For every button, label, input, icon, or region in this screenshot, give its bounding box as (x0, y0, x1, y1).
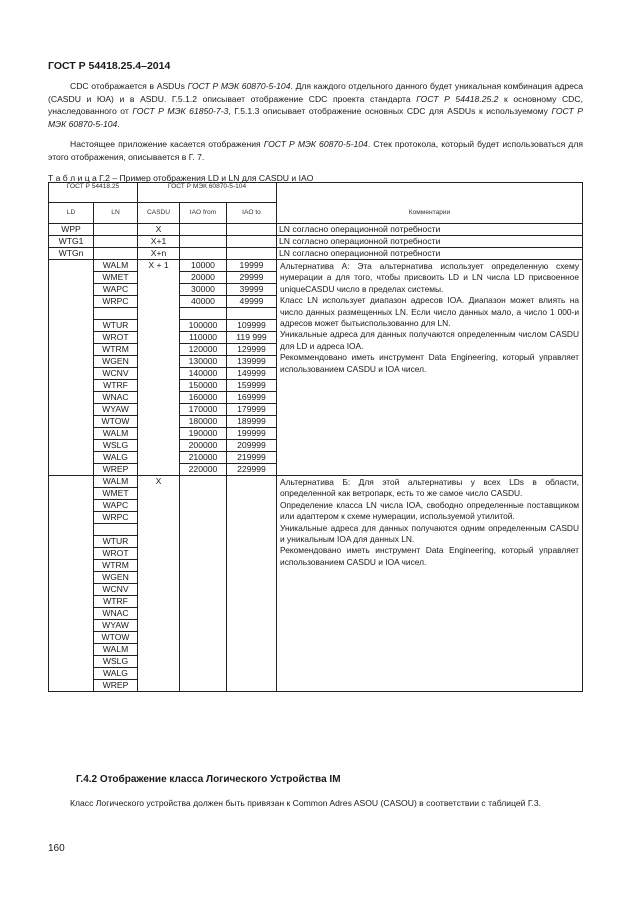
ln-cell: WCNV (94, 584, 138, 596)
ln-cell: WYAW (94, 620, 138, 632)
iao-to-cell: 139999 (227, 356, 277, 368)
iao-from-cell: 140000 (180, 368, 227, 380)
comment-paragraph: Альтернатива Б: Для этой альтернативы у всех LDs в области, определенной как ветропарк, есть то же самое число CASDU. (280, 477, 580, 499)
iao-to-cell: 229999 (227, 464, 277, 476)
comment-paragraph: Уникальные адреса для данных получаются определенным числом CASDU для LD и адреса IOA. (280, 329, 580, 351)
iao-to-cell: 119 999 (227, 332, 277, 344)
col-header-iao-from: IAO from (180, 203, 227, 224)
iao-from-cell: 160000 (180, 392, 227, 404)
iao-from-cell: 10000 (180, 260, 227, 272)
scope-paragraph: Настоящее приложение касается отображения ГОСТ Р МЭК 60870-5-104. Стек протокола, который будет использоваться для этого отображения, описывается в Г. 7. (48, 139, 583, 162)
document-header: ГОСТ Р 54418.25.4–2014 (48, 60, 171, 72)
ln-cell (94, 524, 138, 536)
iao-to-cell: 209999 (227, 440, 277, 452)
iao-to-cell: 109999 (227, 320, 277, 332)
ln-cell: WNAC (94, 392, 138, 404)
ln-cell: WTUR (94, 536, 138, 548)
iao-from-cell: 110000 (180, 332, 227, 344)
casdu-cell: X (138, 476, 180, 692)
group-header-gost-60870: ГОСТ Р МЭК 60870-5-104 (138, 183, 277, 203)
ln-cell (94, 248, 138, 260)
table-row (49, 260, 583, 272)
table-group-header-row (49, 183, 583, 203)
iao-to-cell: 189999 (227, 416, 277, 428)
iao-from-cell: 20000 (180, 272, 227, 284)
iao-to-cell: 129999 (227, 344, 277, 356)
casdu-cell: X + 1 (138, 260, 180, 476)
section-paragraph: Класс Логического устройства должен быть привязан к Common Adres ASOU (CASOU) в соответствии с таблицей Г.3. (70, 798, 542, 808)
iao-from-cell (180, 224, 227, 236)
ln-cell: WAPC (94, 284, 138, 296)
iao-from-cell (180, 308, 227, 320)
comment-paragraph: Уникальные адреса для данных получаются одним определенным CASDU и уникальным IOA для данных LN. (280, 522, 580, 545)
ln-cell: WROT (94, 548, 138, 560)
ln-cell: WREP (94, 464, 138, 476)
iao-to-cell: 49999 (227, 296, 277, 308)
iao-to-cell: 149999 (227, 368, 277, 380)
comment-paragraph: Альтернатива А: Эта альтернатива использует определенную схему нумерации а для того, чтобы присвоить LD и LN числа LD присвоенное uniqueCASDU число в пределах системы. (280, 261, 580, 294)
ln-cell: WALG (94, 668, 138, 680)
table-caption: Т а б л и ц а Г.2 – Пример отображения LD и LN для CASDU и IAO (48, 173, 314, 183)
ln-cell: WTRM (94, 344, 138, 356)
page-number: 160 (48, 843, 65, 854)
iao-to-cell (227, 236, 277, 248)
iao-from-cell: 40000 (180, 296, 227, 308)
table-row (49, 248, 583, 260)
ln-cell: WTOW (94, 632, 138, 644)
ln-cell: WAPC (94, 500, 138, 512)
ln-cell: WALM (94, 644, 138, 656)
iao-from-cell: 150000 (180, 380, 227, 392)
iao-from-cell: 170000 (180, 404, 227, 416)
iao-from-cell: 120000 (180, 344, 227, 356)
col-header-ln: LN (94, 203, 138, 224)
alternative-b-comment (277, 476, 583, 692)
iao-from-cell: 180000 (180, 416, 227, 428)
ln-cell: WALM (94, 260, 138, 272)
ln-cell: WREP (94, 680, 138, 692)
group-header-blank (277, 183, 583, 203)
ld-cell: WPP (49, 224, 94, 236)
iao-to-cell: 19999 (227, 260, 277, 272)
comment-paragraph: Определение класса LN числа IOA, свободно определенные поставщиком или адаптером к схеме нумерации, используемой утилитой. (280, 499, 580, 522)
iao-to-cell (227, 224, 277, 236)
section-heading: Г.4.2 Отображение класса Логического Устройства IM (76, 774, 341, 785)
iao-to-cell-blank (227, 476, 277, 692)
ln-cell: WGEN (94, 572, 138, 584)
ln-cell: WALM (94, 476, 138, 488)
ln-cell: WMET (94, 272, 138, 284)
comment-paragraph: Рекомендовано иметь инструмент Data Engineering, который управляет использованием CASDU и IOA чисел. (280, 545, 580, 567)
iao-to-cell: 159999 (227, 380, 277, 392)
ln-cell: WTRF (94, 380, 138, 392)
casdu-cell: X (138, 224, 180, 236)
comment-paragraph: Рекоммендовано иметь инструмент Data Engineering, который управляет использованием CASDU и IOA чисел. (280, 352, 580, 374)
iao-from-cell (180, 248, 227, 260)
iao-from-cell: 220000 (180, 464, 227, 476)
casdu-cell: X+n (138, 248, 180, 260)
iao-to-cell (227, 308, 277, 320)
col-header-comments: Комментарии (277, 203, 583, 224)
iao-from-cell: 30000 (180, 284, 227, 296)
col-header-iao-to: IAO to (227, 203, 277, 224)
ln-cell: WNAC (94, 608, 138, 620)
ln-cell (94, 308, 138, 320)
ln-cell: WSLG (94, 656, 138, 668)
ln-cell: WRPC (94, 512, 138, 524)
comment-paragraph: Класс LN использует диапазон адресов IOA. Диапазон может влиять на число данных размещенных LN. Если число данных мало, а число 1 000-и адресов может бытьиспользованно для LN. (280, 295, 580, 329)
comment-cell: LN согласно операционной потребности (277, 236, 583, 248)
col-header-casdu: CASDU (138, 203, 180, 224)
ln-cell: WTRF (94, 596, 138, 608)
ln-cell: WALG (94, 452, 138, 464)
ln-cell (94, 236, 138, 248)
iao-from-cell: 130000 (180, 356, 227, 368)
ln-cell: WTRM (94, 560, 138, 572)
ln-cell: WMET (94, 488, 138, 500)
alternative-a-comment (277, 260, 583, 476)
col-header-ld: LD (49, 203, 94, 224)
comment-cell: LN согласно операционной потребности (277, 224, 583, 236)
intro-paragraph: CDC отображается в ASDUs ГОСТ Р МЭК 60870-5-104. Для каждого отдельного данного будет уникальная комбинация адреса (CASDU и ЮА) и в ASDU. Г.5.1.2 описывает отображение CDC проекта стандарта ГОСТ Р 54418.25.2 к основному CDC, унаследованного от ГОСТ Р МЭК 61850-7-3, Г.5.1.3 описывает отображение основных CDC для ASDUs к используемому ГОСТ Р МЭК 60870-5-104. (48, 81, 583, 129)
iao-to-cell (227, 248, 277, 260)
ln-cell: WTOW (94, 416, 138, 428)
ln-cell: WYAW (94, 404, 138, 416)
table-column-header-row (49, 203, 583, 224)
iao-from-cell: 100000 (180, 320, 227, 332)
ld-cell-blank (49, 476, 94, 692)
ln-cell: WROT (94, 332, 138, 344)
iao-from-cell: 210000 (180, 452, 227, 464)
ln-cell (94, 224, 138, 236)
iao-to-cell: 219999 (227, 452, 277, 464)
iao-to-cell: 29999 (227, 272, 277, 284)
ld-cell: WTGn (49, 248, 94, 260)
iao-to-cell: 169999 (227, 392, 277, 404)
iao-to-cell: 199999 (227, 428, 277, 440)
iao-to-cell: 179999 (227, 404, 277, 416)
casdu-cell: X+1 (138, 236, 180, 248)
iao-from-cell: 190000 (180, 428, 227, 440)
iao-from-cell (180, 236, 227, 248)
ln-cell: WCNV (94, 368, 138, 380)
table-row (49, 236, 583, 248)
ln-cell: WGEN (94, 356, 138, 368)
group-header-gost-54418: ГОСТ Р 54418.25 (49, 183, 138, 203)
table-row (49, 476, 583, 488)
ld-cell: WTG1 (49, 236, 94, 248)
iao-from-cell-blank (180, 476, 227, 692)
ln-cell: WSLG (94, 440, 138, 452)
iao-to-cell: 39999 (227, 284, 277, 296)
comment-cell: LN согласно операционной потребности (277, 248, 583, 260)
mapping-table (48, 182, 583, 692)
ld-cell-blank (49, 260, 94, 476)
ln-cell: WALM (94, 428, 138, 440)
ln-cell: WRPC (94, 296, 138, 308)
ln-cell: WTUR (94, 320, 138, 332)
iao-from-cell: 200000 (180, 440, 227, 452)
table-row (49, 224, 583, 236)
